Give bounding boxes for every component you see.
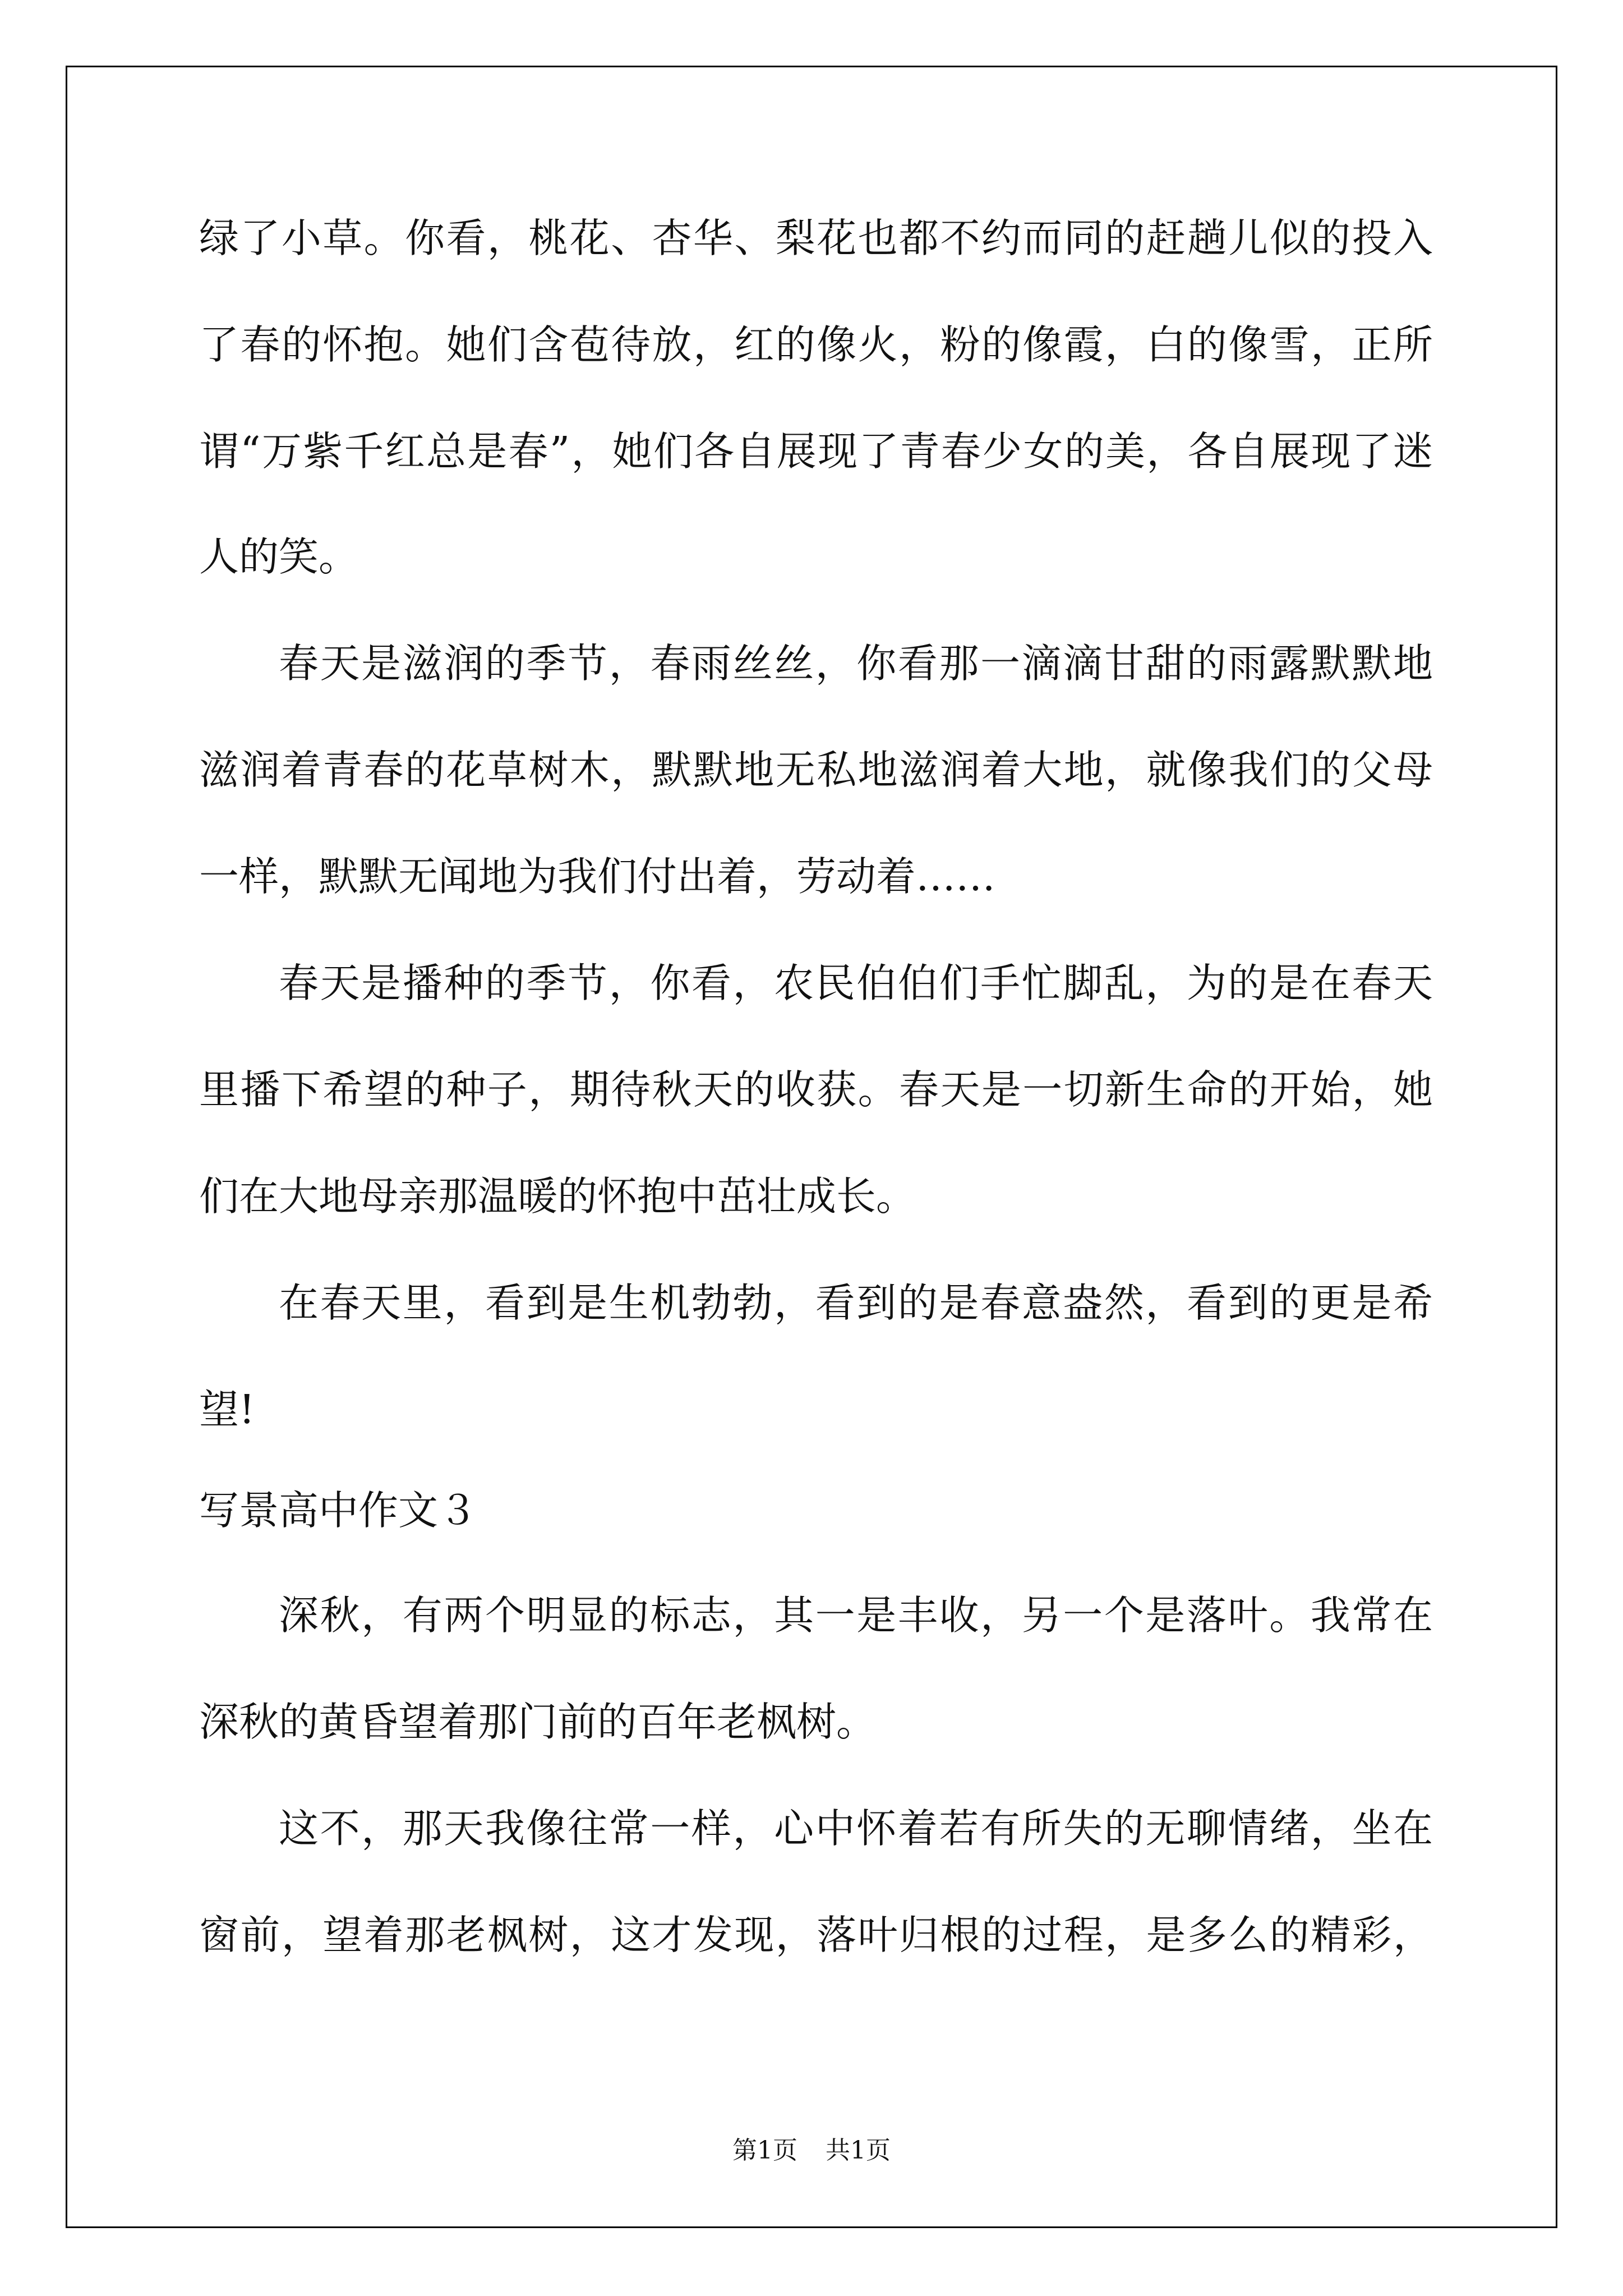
text-line: 深秋的黄昏望着那门前的百年老枫树。 bbox=[199, 1699, 877, 1745]
text-line: 这不，那天我像往常一样，心中怀着若有所失的无聊情绪，坐在 bbox=[279, 1805, 1433, 1852]
text-line: 深秋，有两个明显的标志，其一是丰收，另一个是落叶。我常在 bbox=[279, 1592, 1433, 1639]
text-line: 人的笑。 bbox=[199, 533, 359, 580]
text-line: 望! bbox=[199, 1386, 255, 1433]
text-line: 春天是播种的季节，你看，农民伯伯们手忙脚乱，为的是在春天 bbox=[279, 960, 1433, 1006]
text-line: 滋润着青春的花草树木，默默地无私地滋润着大地，就像我们的父母 bbox=[199, 747, 1433, 793]
text-line: 窗前，望着那老枫树，这才发现，落叶归根的过程，是多么的精彩， bbox=[199, 1912, 1433, 1958]
page-total: 共1页 bbox=[826, 2136, 891, 2165]
text-line: 们在大地母亲那温暖的怀抱中茁壮成长。 bbox=[199, 1173, 916, 1220]
page-footer bbox=[0, 2130, 1623, 2166]
text-line: 谓“万紫千红总是春”，她们各自展现了青春少女的美，各自展现了迷 bbox=[199, 428, 1433, 475]
text-line: 了春的怀抱。她们含苞待放，红的像火，粉的像霞，白的像雪，正所 bbox=[199, 321, 1433, 368]
page-border bbox=[66, 66, 1557, 2228]
text-line: 春天是滋润的季节，春雨丝丝，你看那一滴滴甘甜的雨露默默地 bbox=[279, 640, 1433, 687]
page-number: 第1页 bbox=[732, 2136, 797, 2165]
text-line: 绿了小草。你看，桃花、杏华、梨花也都不约而同的赶趟儿似的投入 bbox=[199, 215, 1433, 261]
text-line: 一样，默默无闻地为我们付出着，劳动着…… bbox=[199, 853, 996, 900]
text-line: 里播下希望的种子，期待秋天的收获。春天是一切新生命的开始，她 bbox=[199, 1066, 1433, 1113]
text-line: 在春天里，看到是生机勃勃，看到的是春意盎然，看到的更是希 bbox=[279, 1280, 1433, 1326]
section-heading: 写景高中作文３ bbox=[199, 1487, 478, 1534]
